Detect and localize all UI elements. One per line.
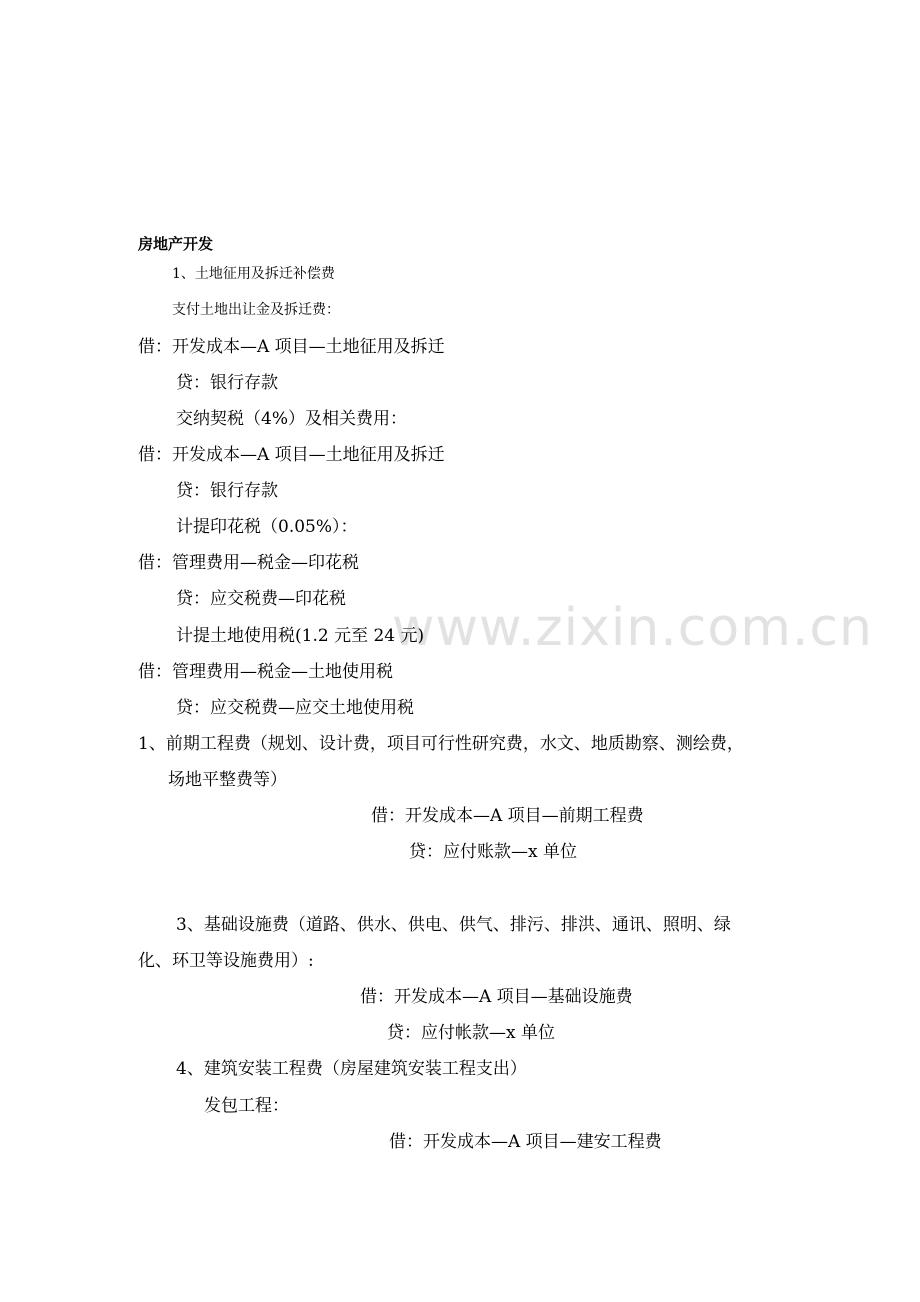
debit-entry: 借：开发成本—A 项目—建安工程费 bbox=[389, 1132, 662, 1152]
section-heading-land: 1、土地征用及拆迁补偿费 bbox=[172, 266, 335, 282]
text-line: 计提印花税（0.05%）： bbox=[176, 517, 358, 537]
debit-entry: 借：开发成本—A 项目—土地征用及拆迁 bbox=[138, 337, 445, 357]
section-heading-construction: 4、建筑安装工程费（房屋建筑安装工程支出） bbox=[176, 1059, 527, 1079]
section-heading-preliminary: 1、前期工程费（规划、设计费，项目可行性研究费，水文、地质勘察、测绘费， bbox=[138, 734, 744, 754]
text-line: 场地平整费等） bbox=[168, 770, 287, 790]
credit-entry: 贷：应付账款—x 单位 bbox=[409, 842, 577, 862]
credit-entry: 贷：应付帐款—x 单位 bbox=[387, 1023, 555, 1043]
credit-entry: 贷：应交税费—印花税 bbox=[176, 589, 346, 609]
debit-entry: 借：管理费用—税金—土地使用税 bbox=[138, 662, 393, 682]
text-line: 化、环卫等设施费用）: bbox=[138, 951, 314, 971]
text-line: 支付土地出让金及拆迁费： bbox=[172, 302, 340, 318]
text-line: 交纳契税（4%）及相关费用： bbox=[176, 409, 407, 429]
text-line: 发包工程： bbox=[204, 1096, 289, 1116]
section-heading-infrastructure: 3、基础设施费（道路、供水、供电、供气、排污、排洪、通讯、照明、绿 bbox=[176, 915, 731, 935]
debit-entry: 借：开发成本—A 项目—土地征用及拆迁 bbox=[138, 445, 445, 465]
debit-entry: 借：开发成本—A 项目—基础设施费 bbox=[360, 987, 633, 1007]
text-line: 计提土地使用税(1.2 元至 24 元) bbox=[176, 626, 425, 646]
watermark: www.zixin.com.cn bbox=[392, 598, 873, 658]
credit-entry: 贷：银行存款 bbox=[176, 373, 278, 393]
debit-entry: 借：开发成本—A 项目—前期工程费 bbox=[371, 806, 644, 826]
debit-entry: 借：管理费用—税金—印花税 bbox=[138, 553, 359, 573]
credit-entry: 贷：银行存款 bbox=[176, 481, 278, 501]
credit-entry: 贷：应交税费—应交土地使用税 bbox=[176, 698, 414, 718]
document-title: 房地产开发 bbox=[138, 235, 214, 253]
